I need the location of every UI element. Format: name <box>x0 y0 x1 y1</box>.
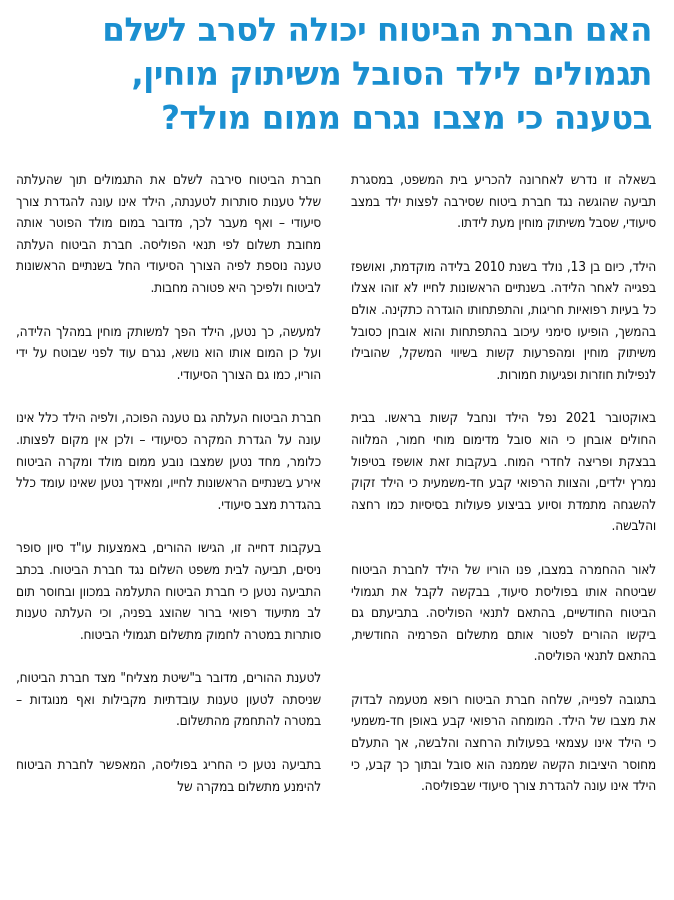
paragraph: חברת הביטוח העלתה גם טענה הפוכה, ולפיה הילד כלל אינו עונה על הגדרת המקרה כסיעודי – ולכן אין מקום לפצותו. כלומר, מחד נטען שמצבו נובע ממום מולד ומקרה הביטוח אירע בשנתיים הראשונות לחייו, ומאידך נטען שאינו עומד כלל בהגדרת מצב סיעודי. <box>16 410 321 513</box>
paragraph: בעקבות דחייה זו, הגישו ההורים, באמצעות עו"ד סיון סופר ניסים, תביעה לבית משפט השלום נגד חברת הביטוח. בכתב התביעה נטען כי חברת הביטוח התעלמה במכוון ובחוסר תום לב מתיעוד רפואי ברור שהוצג בפניה, וכי העלתה טענות סותרות במטרה לחמוק מתשלום תגמולי הביטוח. <box>16 540 321 643</box>
paragraph: חברת הביטוח סירבה לשלם את התגמולים תוך שהעלתה שלל טענות סותרות לטענתה, הילד אינו עונה להגדרת צורך סיעודי – ואף מעבר לכך, מדובר במום מולד הפוטר אותה מחובת תשלום לפי תנאי הפוליסה. חברת הביטוח העלתה טענה נוספת לפיה הצורך הסיעודי החל בשנתיים הראשונות לביטוח ולפיכך היא פטורה מחבות. <box>16 172 321 296</box>
column-left <box>16 170 321 820</box>
column-right <box>351 170 656 820</box>
paragraph: בשאלה זו נדרש לאחרונה להכריע בית המשפט, במסגרת תביעה שהוגשה נגד חברת ביטוח שסירבה לפצות ילד במצב סיעודי, שסבל משיתוק מוחין מעת לידתו. <box>351 172 656 232</box>
paragraph: בתביעה נטען כי החריג בפוליסה, המאפשר לחברת הביטוח להימנע מתשלום במקרה של <box>16 757 321 795</box>
headline-line: תגמולים לילד הסובל משיתוק מוחין, <box>131 55 652 93</box>
headline-line: האם חברת הביטוח יכולה לסרב לשלם <box>102 11 652 49</box>
paragraph: למעשה, כך נטען, הילד הפך למשותק מוחין במהלך הלידה, ועל כן המום אותו הוא נושא, נגרם עוד לפני שבוטח על ידי הוריו, כמו גם הצורך הסיעודי. <box>16 323 321 383</box>
paragraph: הילד, כיום בן 13, נולד בשנת 2010 בלידה מוקדמת, ואושפז בפגייה לאחר הלידה. בשנתיים הראשונות לחייו לא זוהו אצלו כל בעיות רפואיות חריגות, והתפתחותו הוגדרה כתקינה. אולם בהמשך, הופיעו סימני עיכוב בהתפתחות והוא אובחן כסובל משיתוק מוחין ומהפרעות קשות בשיווי המשקל, שהובילו לנפילות חוזרות ופגיעות חמורות. <box>351 258 656 383</box>
paragraph: לאור ההחמרה במצבו, פנו הוריו של הילד לחברת הביטוח שביטחה אותו בפוליסת סיעוד, בבקשה לקבל את תגמולי הביטוח החודשיים, בהתאם לתנאי הפוליסה. בתביעתם גם ביקשו ההורים לפטור אותם מתשלום הפרמיה החודשית, בהתאם לתנאי הפוליסה. <box>351 561 656 665</box>
headline-line: בטענה כי מצבו נגרם ממום מולד? <box>161 99 652 137</box>
paragraph: לטענת ההורים, מדובר ב"שיטת מצליח" מצד חברת הביטוח, שניסתה לטעון טענות עובדתיות מקבילות ואף מנוגדות – במטרה להתחמק מהתשלום. <box>16 670 321 730</box>
paragraph: בתגובה לפנייה, שלחה חברת הביטוח רופא מטעמה לבדוק את מצבו של הילד. המומחה הרפואי קבע באופן חד-משמעי כי הילד אינו עצמאי בפעולות הרחצה והלבשה, אך התעלם מחוסר היציבות הקשה שממנה הוא סובל ובתוך כך קבע, כי הילד אינו עונה להגדרת צורך סיעודי שבפוליסה. <box>351 691 656 795</box>
article-headline <box>0 0 674 140</box>
paragraph: באוקטובר 2021 נפל הילד ונחבל קשות בראשו. בבית החולים אובחן כי הוא סובל מדימום מוחי חמור, המלווה בבצקת ופריצה לחדרי המוח. בעקבות זאת אושפז בטיפול נמרץ ילדים, והצוות הרפואי קבע חד-משמעית כי הילד זקוק להשגחה מתמדת וסיוע בביצוע פעולות בסיסיות כמו רחצה והלבשה. <box>351 410 657 535</box>
article-body <box>16 170 656 820</box>
